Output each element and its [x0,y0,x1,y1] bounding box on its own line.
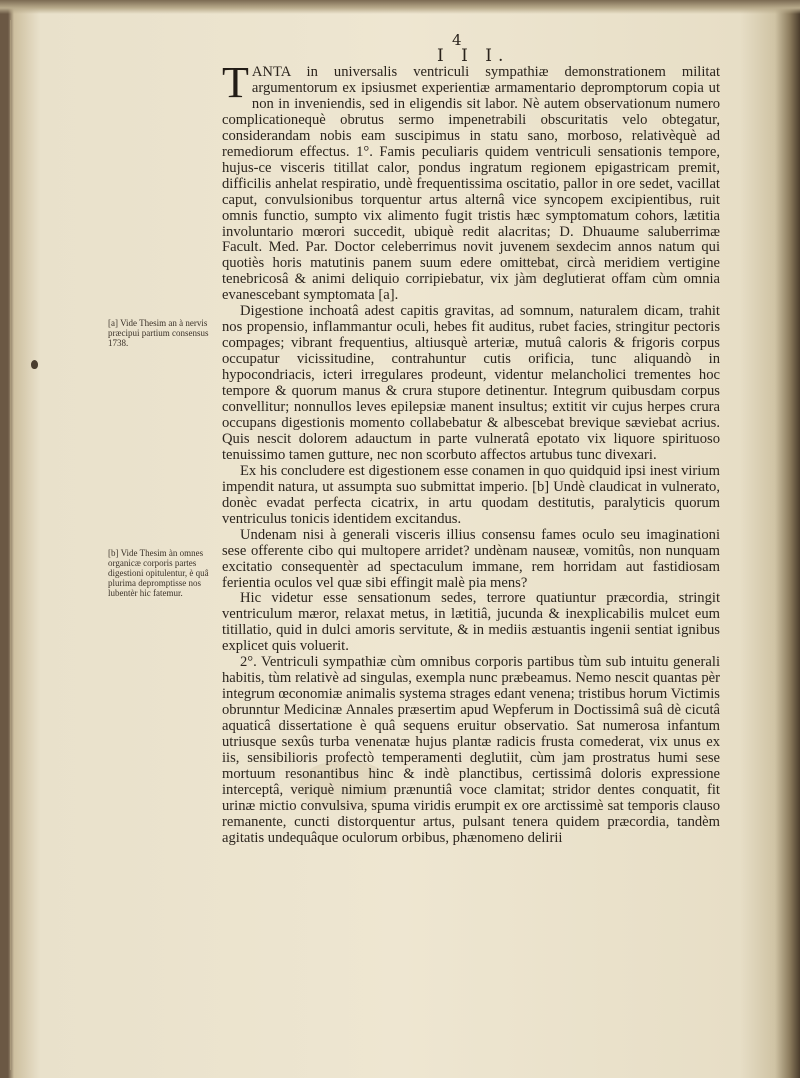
page-top-edge [0,0,800,14]
paragraph-4: Undenam nisi à generali visceris illius consensu fames oculo seu imaginationi sese offerente cibo qui multopere arridet? undènam nauseæ, vomitûs, non nunquam excitatio consequentèr ad spectaculum immane, rem horridam aut fastidiosam ferientia oculos vel quæ sibi effingit malè pia mens? [222,526,720,591]
section-heading: I I I. [437,46,510,66]
marginal-note-b: [b] Vide Thesim àn omnes organicæ corporis partes digestioni opitulentur, è quâ plurima depromptisse nos lubentèr hic fatemur. [108,548,209,598]
binding-edge [10,20,11,1070]
paragraph-5: Hic videtur esse sensationum sedes, terrore quatiuntur præcordia, stringit ventriculum mæror, relaxat metus, in lætitiâ, jucunda & inexplicabilis mulcet eum titillatio, quid in dulci amoris servitute, & in mediis æstuantis ingenii sentiat ignibus explicet quis voluerit. [222,590,720,655]
paragraph-2: Digestione inchoatâ adest capitis gravitas, ad somnum, naturalem dicam, trahit nos propensio, inflammantur oculi, hebes fit auditus, rubet facies, stringitur pectoris compages; vibrant frequentius, altiusquè arteriæ, mutuâ caloris & frigoris corpus occupatur vicissitudine, contrahuntur cutis orificia, tunc aliquandò in hypocondriacis, icteri irregulares prodeunt, videntur melancholici trementes hoc tempore & quorum manus & crura stupore detinentur. Integrum quibusdam corpus convellitur; nonnullos leves epilepsiæ manent insultus; extitit vir cujus herpes crura occupans digestionis momento collabebatur & albescebat brevique sæviebat acrius. Quis nescit dolorem adauctum in parte vulneratâ epotato vix liquore spirituoso tenuissimo tamen gutture, nec non scorbuto affectos artubus tunc divexari. [222,303,720,463]
paragraph-1: TANTA in universalis ventriculi sympathiæ demonstrationem militat argumentorum ex ipsiusmet experientiæ armamentario depromptorum copia ut non in inveniendis, sed in eligendis sit labor. Nè autem observationum numero complicationequè obrutus sermo impenetrabili obscuritatis velo obtegatur, considerandam nobis eam suscipimus in statu sano, morboso, relativèquè ad remediorum effectus. 1°. Famis peculiaris quidem ventriculi sensationis tempore, hujus-ce visceris titillat calor, pondus ingratum regionem epigastricam premit, difficilis anhelat respiratio, undè frequentissima oscitatio, pallor in ore sedet, vacillat caput, convulsionibus torquentur artus alternâ vice syncopem excipientibus, ruit omnis functio, sumpto vix alimento fugit tristis hæc symptomatum cohors, lætitia involuntario mœrori succedit, ubiquè redit alacritas; D. Dhuaume saluberrimæ Facult. Med. Par. Doctor celeberrimus novit juvenem sexdecim annos natum qui quotiès horis matutinis panem suum edere omittebat, circà meridiem vertigine tenebricosâ & animi deliquio corripiebatur, vix jàm deglutierat offam cùm omnia evanescebant symptomata [a]. [222,58,720,304]
main-text [222,58,720,847]
paragraph-6: 2°. Ventriculi sympathiæ cùm omnibus corporis partibus tùm sub intuitu generali habitis, tùm relativè ad singulas, exempla nunc præbeamus. Nemo nescit quantas pèr integrum œconomiæ animalis systema strages edant venena; tristibus horum Victimis obrunntur Medicinæ Annales præsertim apud Wepferum in Doctissimâ suâ dè cicutâ aquaticâ dissertatione è quâ sequens eruitur observatio. Sat numerosa infantum utriusque sexûs turba venenatæ hujus plantæ radicis frusta comederat, vix unus ex iis, sensibilioris profectò temperamenti deglutiit, cùm jam prostratus humi sese mortuum resonantibus hinc & indè planctibus, certissimâ doloris expressione interceptâ, veriquè nimium prænuntiâ voce clamitat; stridor dentes conquatit, fit urinæ mictio convulsiva, spuma viridis erumpit ex ore arctissimè sat temporis clauso remanente, cuncti distorquentur artus, pulsant tenera quidem præcordia, tandèm agitatis undequâque oculorum orbibus, phænomeno delirii [222,654,720,846]
paragraph-3: Ex his concludere est digestionem esse conamen in quo quidquid ipsi inest virium impendit natura, ut assumpta suo submittat imperio. [b] Undè claudicat in vulnerato, donèc evadat perfecta cicatrix, in artu quodam destitutis, paralyticis quorum ventriculus tonicis identidem excitandus. [222,462,720,527]
marginal-note-a: [a] Vide Thesim an à nervis præcipui partium consensus 1738. [108,318,209,348]
page-number: 4 [452,31,463,49]
ink-blot [31,360,38,369]
